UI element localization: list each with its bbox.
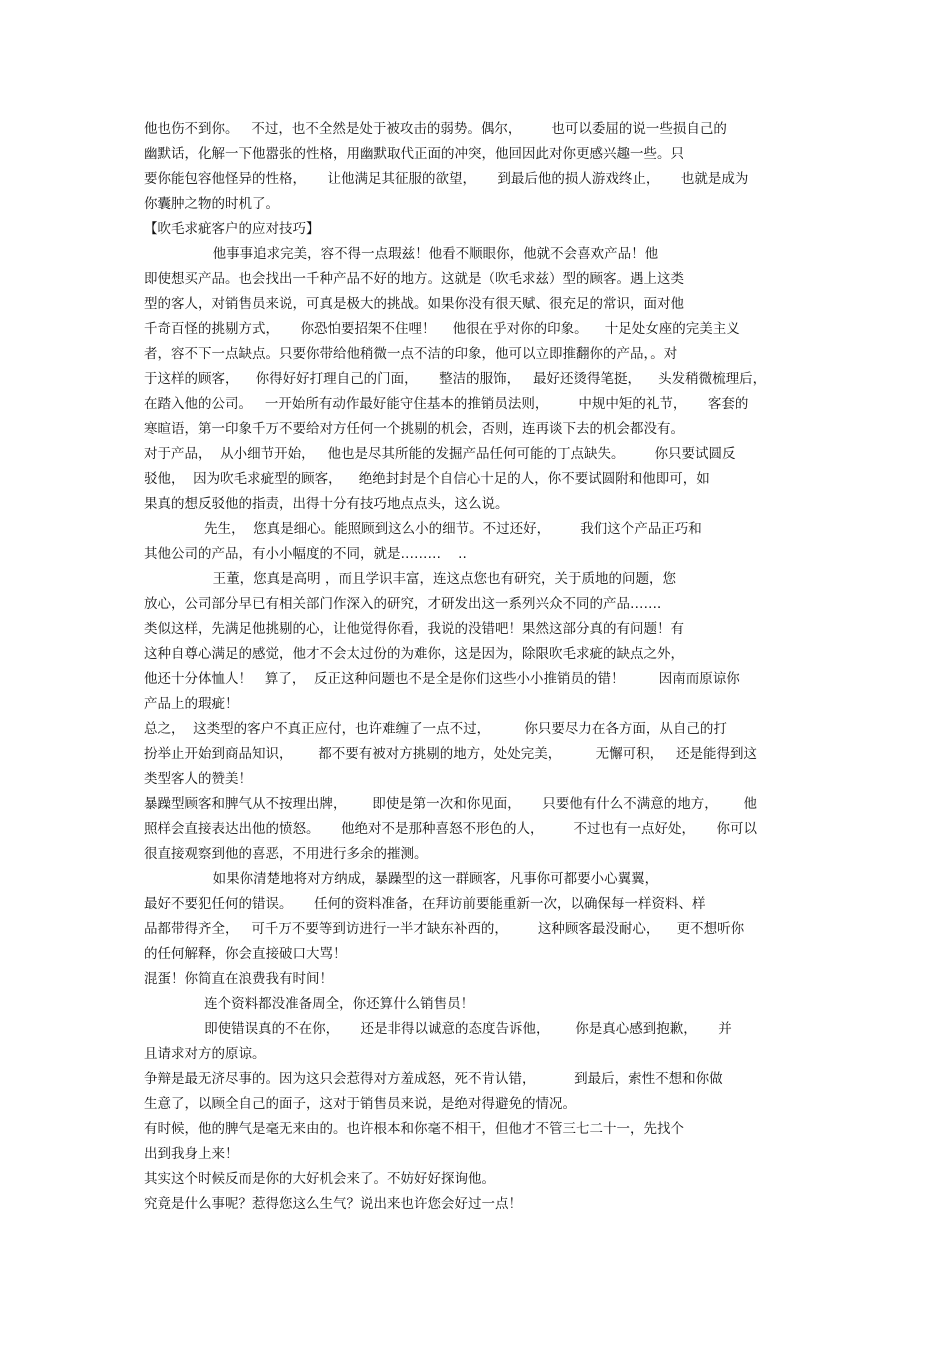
- text-line: 的任何解释，你会直接破口大骂！: [144, 946, 347, 962]
- text-line: 有时候，他的脾气是毫无来由的。也许根本和你毫不相干，但他才不管三七二十一，先找个: [144, 1121, 684, 1137]
- text-line: 者，容不下一点缺点。只要你带给他稍微一点不洁的印象，他可以立即推翻你的产品，。对: [144, 346, 678, 362]
- text-line: 连个资料都没准备周全，你还算什么销售员！: [144, 996, 475, 1012]
- text-line: 究竟是什么事呢？惹得您这么生气？说出来也许您会好过一点！: [144, 1196, 522, 1212]
- text-line: 其他公司的产品，有小小幅度的不同，就是……… ..: [144, 546, 467, 562]
- text-line: 型的客人，对销售员来说，可真是极大的挑战。如果你没有很天赋、很充足的常识，面对他: [144, 296, 684, 312]
- text-line: 这种自尊心满足的感觉，他才不会太过份的为难你，这是因为，除限吹毛求疵的缺点之外，: [144, 646, 684, 662]
- text-line: 对于产品， 从小细节开始， 他也是尽其所能的发掘产品任何可能的丁点缺失。 你只要试圆反: [144, 446, 736, 462]
- text-line: 他也伤不到你。 不过，也不全然是处于被攻击的弱势。偶尔， 也可以委屈的说一些损自己的: [144, 121, 727, 137]
- text-line: 很直接观察到他的喜恶，不用进行多余的摧测。: [144, 846, 428, 862]
- text-line: 在踏入他的公司。 一开始所有动作最好能守住基本的推销员法则， 中规中矩的礼节， 客套的: [144, 396, 749, 412]
- text-line: 生意了，以顾全自己的面子，这对于销售员来说，是绝对得避免的情况。: [144, 1096, 576, 1112]
- text-line: 且请求对方的原谅。: [144, 1046, 266, 1062]
- text-line: 驳他， 因为吹毛求疵型的顾客， 绝绝封封是个自信心十足的人，你不要试圆附和他即可，如: [144, 471, 710, 487]
- text-line: 如果你清楚地将对方纳成，暴躁型的这一群顾客，凡事你可都要小心翼翼，: [144, 871, 659, 887]
- text-line: 混蛋！你简直在浪费我有时间！: [144, 971, 333, 987]
- text-line: 照样会直接表达出他的愤怒。 他绝对不是那种喜怒不形色的人， 不过也有一点好处， 你可以: [144, 821, 757, 837]
- text-line: 你囊肿之物的时机了。: [144, 196, 279, 212]
- text-line: 产品上的瑕疵！: [144, 696, 239, 712]
- text-line: 王董，您真是高明 ，而且学识丰富，连这点您也有研究，关于质地的问题，您: [144, 571, 676, 587]
- text-line: 放心，公司部分早已有相关部门作深入的研究，才研发出这一系列兴众不同的产品……．: [144, 596, 671, 612]
- text-line: 于这样的顾客， 你得好好打理自己的门面， 整洁的服饰， 最好还烫得笔挺， 头发稍微梳理后，: [144, 371, 767, 387]
- text-line: 品都带得齐全， 可千万不要等到访进行一半才缺东补西的， 这种顾客最没耐心， 更不想听你: [144, 921, 745, 937]
- text-line: 先生， 您真是细心。能照顾到这么小的细节。不过还好， 我们这个产品正巧和: [144, 521, 702, 537]
- text-line: 类型客人的赞美！: [144, 771, 252, 787]
- text-line: 即使错误真的不在你， 还是非得以诚意的态度告诉他， 你是真心感到抱歉， 并: [144, 1021, 732, 1037]
- text-line: 扮举止开始到商品知识， 都不要有被对方挑剔的地方，处处完美， 无懈可积， 还是能得到这: [144, 746, 757, 762]
- text-line: 其实这个时候反而是你的大好机会来了。不妨好好探询他。: [144, 1171, 495, 1187]
- text-line: 幽默话，化解一下他嚣张的性格，用幽默取代正面的冲突，他回因此对你更感兴趣一些。只: [144, 146, 684, 162]
- text-line: 千奇百怪的挑剔方式， 你恐怕要招架不住哩！ 他很在乎对你的印象。 十足处女座的完美主义: [144, 321, 740, 337]
- text-line: 暴躁型顾客和脾气从不按理出牌， 即使是第一次和你见面， 只要他有什么不满意的地方， 他: [144, 796, 757, 812]
- text-line: 寒暄语，第一印象千万不要给对方任何一个挑剔的机会，否则，连再谈下去的机会都没有。: [144, 421, 684, 437]
- text-line: 他还十分体恤人！ 算了， 反正这种问题也不是全是你们这些小小推销员的错！ 因南而原谅你: [144, 671, 740, 687]
- text-line: 最好不要犯任何的错误。 任何的资料准备，在拜访前要能重新一次，以确保每一样资料、样: [144, 896, 706, 912]
- text-line: 他事事追求完美，容不得一点瑕兹！他看不顺眼你，他就不会喜欢产品！他: [144, 246, 659, 262]
- text-line: 类似这样，先满足他挑剔的心，让他觉得你看，我说的没错吧！果然这部分真的有问题！有: [144, 621, 684, 637]
- text-line: 即使想买产品。也会找出一千种产品不好的地方。这就是（吹毛求兹）型的顾客。遇上这类: [144, 271, 684, 287]
- text-line: 要你能包容他怪异的性格， 让他满足其征服的欲望， 到最后他的损人游戏终止， 也就是成为: [144, 171, 749, 187]
- text-line: 果真的想反驳他的指责，出得十分有技巧地点点头，这么说。: [144, 496, 509, 512]
- text-line: 总之， 这类型的客户不真正应付，也许难缠了一点不过， 你只要尽力在各方面，从自己的打: [144, 721, 727, 737]
- text-line: 出到我身上来！: [144, 1146, 239, 1162]
- text-line: 争辩是最无济尽事的。因为这只会惹得对方羞成怒，死不肯认错， 到最后，索性不想和你做: [144, 1071, 723, 1087]
- section-heading: 【吹毛求疵客户的应对技巧】: [144, 221, 320, 237]
- document-body: [144, 117, 824, 1217]
